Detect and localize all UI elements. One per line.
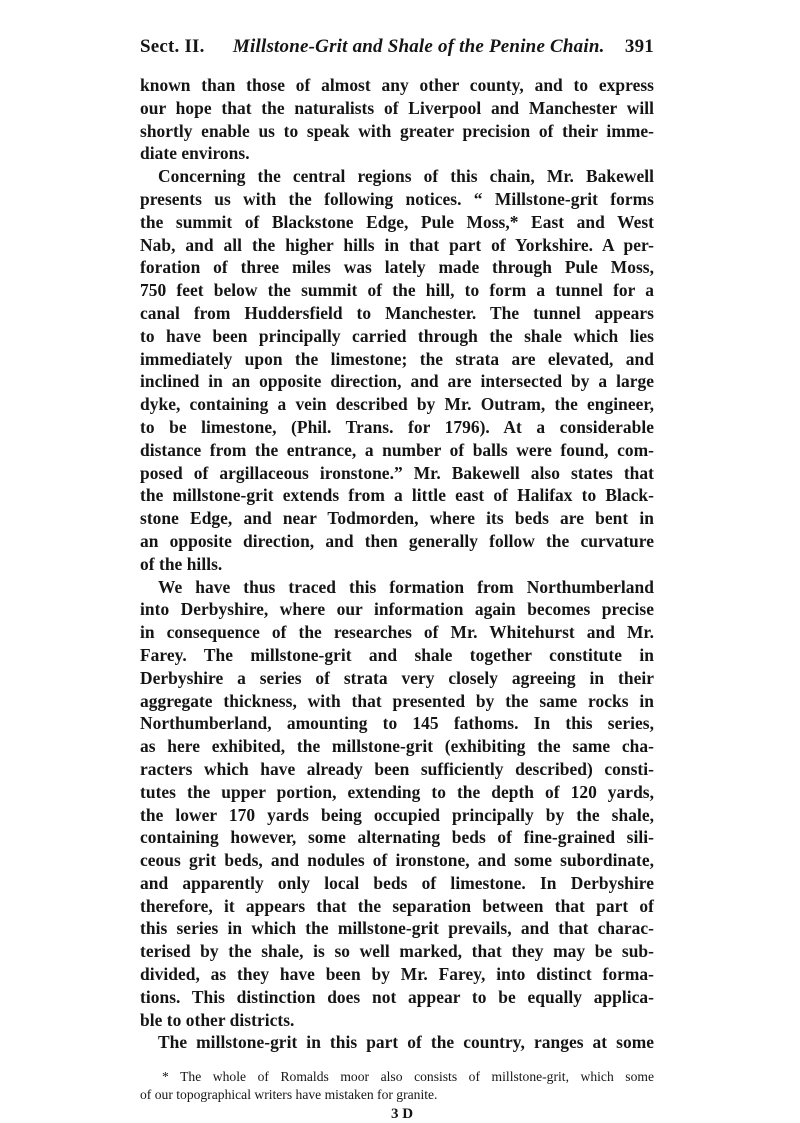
chapter-title: Millstone-Grit and Shale of the Penine Chain. xyxy=(232,36,605,57)
text-line: the summit of Blackstone Edge, Pule Moss,* East and West xyxy=(140,211,654,232)
text-line: tions. This distinction does not appear to be equally applica- xyxy=(140,986,654,1007)
text-line: this series in which the millstone-grit prevails, and that charac- xyxy=(140,918,654,939)
text-line: as here exhibited, the millstone-grit (exhibiting the same cha- xyxy=(140,736,654,757)
text-line: to be limestone, (Phil. Trans. for 1796). At a considerable xyxy=(140,416,654,437)
text-line: terised by the shale, is so well marked, that they may be sub- xyxy=(140,941,654,962)
text-line: therefore, it appears that the separation between that part of xyxy=(140,895,654,916)
text-line: divided, as they have been by Mr. Farey, into distinct forma- xyxy=(140,964,654,985)
footnote-line: * The whole of Romalds moor also consists of millstone-grit, which some xyxy=(162,1069,654,1085)
text-line: an opposite direction, and then generally follow the curvature xyxy=(140,530,654,551)
text-line: diate environs. xyxy=(140,143,250,164)
text-line: stone Edge, and near Todmorden, where its beds are bent in xyxy=(140,508,654,529)
text-line: distance from the entrance, a number of balls were found, com- xyxy=(140,439,654,460)
text-line: tutes the upper portion, extending to the depth of 120 yards, xyxy=(140,781,654,802)
footnote-line: of our topographical writers have mistaken for granite. xyxy=(140,1087,438,1103)
text-line: to have been principally carried through the shale which lies xyxy=(140,325,654,346)
text-line: Northumberland, amounting to 145 fathoms. In this series, xyxy=(140,713,654,734)
page-number: 391 xyxy=(624,36,654,57)
text-line: Nab, and all the higher hills in that part of Yorkshire. A per- xyxy=(140,234,654,255)
text-line: of the hills. xyxy=(140,553,223,574)
text-line: aggregate thickness, with that presented by the same rocks in xyxy=(140,690,654,711)
text-line: the lower 170 yards being occupied principally by the shale, xyxy=(140,804,654,825)
text-line: foration of three miles was lately made through Pule Moss, xyxy=(140,257,654,278)
text-line: 750 feet below the summit of the hill, to form a tunnel for a xyxy=(140,280,654,301)
body-text xyxy=(140,74,654,1054)
text-line: canal from Huddersfield to Manchester. The tunnel appears xyxy=(140,302,654,323)
text-line: presents us with the following notices. “ Millstone-grit forms xyxy=(140,188,654,209)
footnote xyxy=(140,1068,654,1104)
text-line: our hope that the naturalists of Liverpool and Manchester will xyxy=(140,97,654,118)
text-line: posed of argillaceous ironstone.” Mr. Bakewell also states that xyxy=(140,462,654,483)
text-line: We have thus traced this formation from Northumberland xyxy=(158,576,654,597)
text-line: immediately upon the limestone; the strata are elevated, and xyxy=(140,348,654,369)
text-line: racters which have already been sufficiently described) consti- xyxy=(140,758,654,779)
text-line: in consequence of the researches of Mr. Whitehurst and Mr. xyxy=(140,622,654,643)
text-line: Concerning the central regions of this chain, Mr. Bakewell xyxy=(158,166,654,187)
text-line: and apparently only local beds of limestone. In Derbyshire xyxy=(140,872,654,893)
text-line: ceous grit beds, and nodules of ironstone, and some subordinate, xyxy=(140,850,654,871)
text-line: Derbyshire a series of strata very closely agreeing in their xyxy=(140,667,654,688)
running-head xyxy=(140,36,654,74)
text-line: ble to other districts. xyxy=(140,1009,295,1030)
text-line: shortly enable us to speak with greater precision of their imme- xyxy=(140,120,654,141)
text-line: The millstone-grit in this part of the country, ranges at some xyxy=(158,1032,654,1053)
section-label: Sect. II. xyxy=(140,36,205,57)
text-line: inclined in an opposite direction, and are intersected by a large xyxy=(140,371,654,392)
signature-mark: 3 D xyxy=(390,1106,414,1123)
book-page xyxy=(140,36,654,1123)
text-line: into Derbyshire, where our information again becomes precise xyxy=(140,599,654,620)
text-line: the millstone-grit extends from a little east of Halifax to Black- xyxy=(140,485,654,506)
text-line: dyke, containing a vein described by Mr. Outram, the engineer, xyxy=(140,394,654,415)
text-line: containing however, some alternating beds of fine-grained sili- xyxy=(140,827,654,848)
text-line: Farey. The millstone-grit and shale together constitute in xyxy=(140,644,654,665)
text-line: known than those of almost any other county, and to express xyxy=(140,75,654,95)
